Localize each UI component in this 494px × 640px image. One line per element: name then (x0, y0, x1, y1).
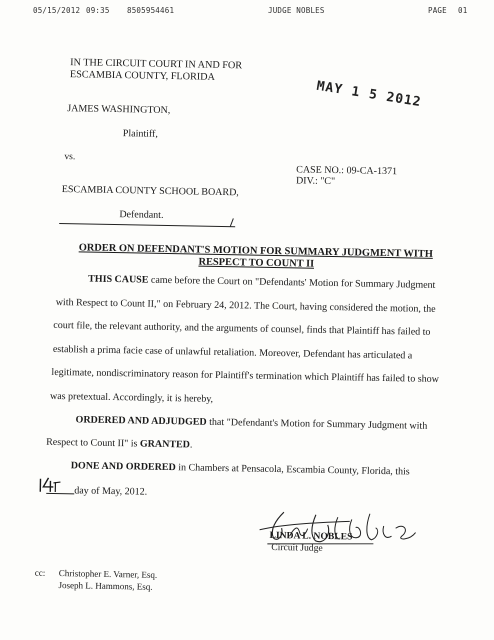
cc-label: cc: (34, 567, 46, 578)
ordered-paragraph-line-2 (46, 437, 193, 452)
order-title-line-1: ORDER ON DEFENDANT'S MOTION FOR SUMMARY JUDGMENT WITH (78, 242, 433, 260)
handwritten-day-14 (34, 476, 64, 495)
done-paragraph-line-1 (71, 460, 410, 478)
paragraph-1-line-3: court file, the relevant authority, and the arguments of counsel, finds that Plaintiff has failed to (53, 319, 431, 338)
fax-page-number: 01 (458, 6, 468, 15)
ordered-paragraph-line-1 (75, 414, 427, 432)
done-paragraph-text: in Chambers at Pensacola, Escambia County, Florida, this (175, 462, 410, 478)
defendant-role: Defendant. (119, 209, 164, 221)
case-number: CASE NO.: 09-CA-1371 (296, 164, 398, 178)
ordered-adjudged-heading: ORDERED AND ADJUDGED (75, 414, 207, 428)
court-line-2: ESCAMBIA COUNTY, FLORIDA (69, 69, 216, 83)
defendant-name: ESCAMBIA COUNTY SCHOOL BOARD, (61, 184, 239, 199)
date-stamp: MAY 1 5 2012 (315, 78, 423, 111)
judge-title: Circuit Judge (271, 541, 323, 554)
versus: vs. (64, 152, 76, 163)
fax-phone: 8505954461 (127, 6, 175, 15)
judge-name: LINDA L. NOBLES (269, 529, 353, 543)
paragraph-1-line-5: legitimate, nondiscriminatory reason for Plaintiff's termination which Plaintiff has failed to show (51, 366, 439, 385)
caption-underline (59, 223, 235, 227)
paragraph-1-line-2: with Respect to Count II," on February 24, 2012. The Court, having considered the motion, the (55, 296, 436, 315)
paragraph-1-line-1 (88, 274, 435, 292)
cc-recipient-1: Christopher E. Varner, Esq. (58, 568, 158, 580)
granted-text: GRANTED (139, 438, 191, 451)
ordered-paragraph-start: Respect to Count II" is (46, 436, 141, 450)
fax-time: 09:35 (86, 6, 110, 15)
paragraph-1-line-4: establish a prima facie case of unlawful retaliation. Moreover, Defendant has articulated a (52, 343, 413, 362)
plaintiff-name: JAMES WASHINGTON, (67, 103, 171, 117)
fax-date: 05/15/2012 (33, 6, 81, 15)
court-line-1: IN THE CIRCUIT COURT IN AND FOR (70, 57, 243, 72)
day-of-month-text: day of May, 2012. (74, 485, 148, 498)
fax-page-label: PAGE (428, 6, 447, 15)
order-title-line-2: RESPECT TO COUNT II (198, 256, 315, 270)
ordered-paragraph-end: . (189, 439, 193, 451)
ordered-paragraph-text: that "Defendant's Motion for Summary Judgment with (206, 416, 428, 432)
cc-recipient-2: Joseph L. Hammons, Esq. (58, 580, 153, 592)
done-ordered-heading: DONE AND ORDERED (70, 460, 176, 474)
fax-sender: JUDGE NOBLES (268, 6, 325, 15)
this-cause-heading: THIS CAUSE (88, 273, 149, 286)
plaintiff-role: Plaintiff, (122, 128, 159, 140)
paragraph-1-line-6: was pretextual. Accordingly, it is hereby, (49, 390, 214, 405)
division: DIV.: "C" (295, 175, 336, 188)
paragraph-1-text: came before the Court on "Defendants' Motion for Summary Judgment (148, 274, 436, 291)
